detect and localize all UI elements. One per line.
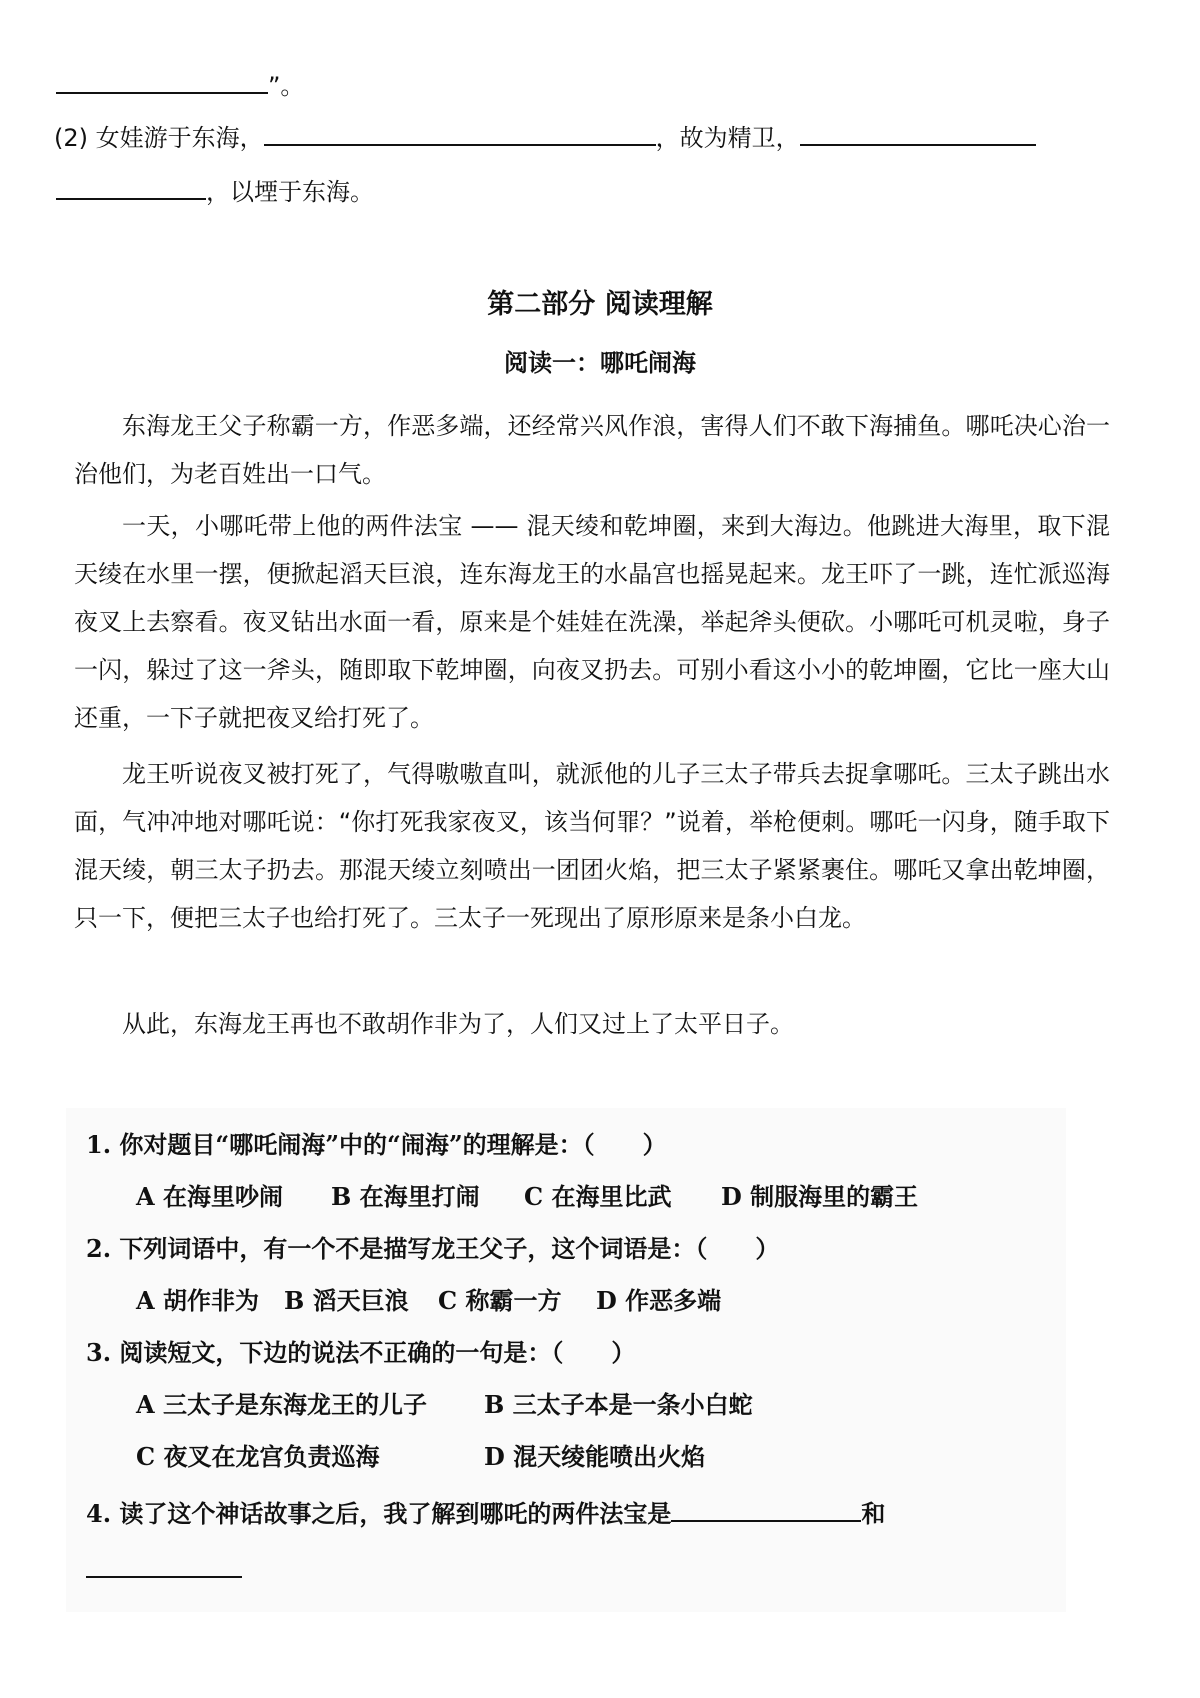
question-3-option-c[interactable]: C 夜叉在龙宫负责巡海 [136, 1442, 380, 1471]
story-paragraph-4: 从此，东海龙王再也不敢胡作非为了，人们又过上了太平日子。 [122, 1010, 794, 1038]
question-1-option-d[interactable]: D 制服海里的霸王 [721, 1182, 919, 1211]
question-3-option-d[interactable]: D 混天绫能喷出火焰 [484, 1442, 706, 1471]
question-4-text: 4. 读了这个神话故事之后，我了解到哪吒的两件法宝是 [86, 1499, 672, 1528]
question-2-option-c[interactable]: C 称霸一方 [438, 1286, 562, 1315]
line-1-ending: ”。 [268, 72, 305, 100]
answer-blank[interactable] [56, 176, 206, 200]
line-2-middle: ，故为精卫， [655, 124, 800, 152]
part-title: 第二部分 阅读理解 [487, 289, 713, 320]
question-1: 1. 你对题目“哪吒闹海”中的“闹海”的理解是：（ ） [86, 1130, 667, 1159]
questions-section [66, 1108, 1066, 1612]
question-4-second-answer-line [86, 1554, 242, 1585]
story-paragraph-3: 龙王听说夜叉被打死了，气得嗷嗷直叫，就派他的儿子三太子带兵去捉拿哪吒。三太子跳出水面，气冲冲地对哪吒说：“你打死我家夜叉，该当何罪？”说着，举枪便刺。哪吒一闪身，随手取下混天绫，朝三太子扔去。那混天绫立刻喷出一团团火焰，把三太子紧紧裹住。哪吒又拿出乾坤圈，只一下，便把三太子也给打死了。三太子一死现出了原形原来是条小白龙。 [74, 760, 1110, 932]
question-1-option-c[interactable]: C 在海里比武 [524, 1182, 672, 1211]
question-1-option-b[interactable]: B 在海里打闹 [331, 1182, 480, 1211]
story-paragraph-1: 东海龙王父子称霸一方，作恶多端，还经常兴风作浪，害得人们不敢下海捕鱼。哪吒决心治一治他们，为老百姓出一口气。 [74, 412, 1110, 488]
answer-blank[interactable] [264, 122, 656, 146]
answer-blank[interactable] [56, 70, 268, 94]
question-2-option-d[interactable]: D 作恶多端 [596, 1286, 722, 1315]
answer-blank[interactable] [671, 1498, 861, 1522]
fill-in-line-3 [56, 176, 374, 207]
question-1-option-a[interactable]: A 在海里吵闹 [136, 1182, 283, 1211]
fill-in-line-1 [56, 70, 304, 101]
story-paragraph-2: 一天，小哪吒带上他的两件法宝 —— 混天绫和乾坤圈，来到大海边。他跳进大海里，取下混天绫在水里一摆，便掀起滔天巨浪，连东海龙王的水晶宫也摇晃起来。龙王吓了一跳，连忙派巡海夜叉上去察看。夜叉钻出水面一看，原来是个娃娃在洗澡，举起斧头便砍。小哪吒可机灵啦，身子一闪，躲过了这一斧头，随即取下乾坤圈，向夜叉扔去。可别小看这小小的乾坤圈，它比一座大山还重，一下子就把夜叉给打死了。 [74, 512, 1110, 732]
line-2-prefix: (2) 女娃游于东海， [54, 124, 264, 152]
question-2-option-b[interactable]: B 滔天巨浪 [284, 1286, 409, 1315]
question-3-option-b[interactable]: B 三太子本是一条小白蛇 [484, 1390, 753, 1419]
reading-title: 阅读一：哪吒闹海 [504, 349, 696, 377]
question-2: 2. 下列词语中，有一个不是描写龙王父子，这个词语是：（ ） [86, 1234, 780, 1263]
answer-blank[interactable] [86, 1554, 242, 1578]
question-3-option-a[interactable]: A 三太子是东海龙王的儿子 [136, 1390, 427, 1419]
line-3-ending: ，以堙于东海。 [206, 178, 374, 206]
question-3: 3. 阅读短文，下边的说法不正确的一句是：（ ） [86, 1338, 636, 1367]
question-2-option-a[interactable]: A 胡作非为 [136, 1286, 259, 1315]
question-4 [86, 1498, 885, 1529]
answer-blank[interactable] [800, 122, 1036, 146]
fill-in-line-2 [54, 122, 1036, 153]
question-4-connector: 和 [861, 1499, 886, 1528]
